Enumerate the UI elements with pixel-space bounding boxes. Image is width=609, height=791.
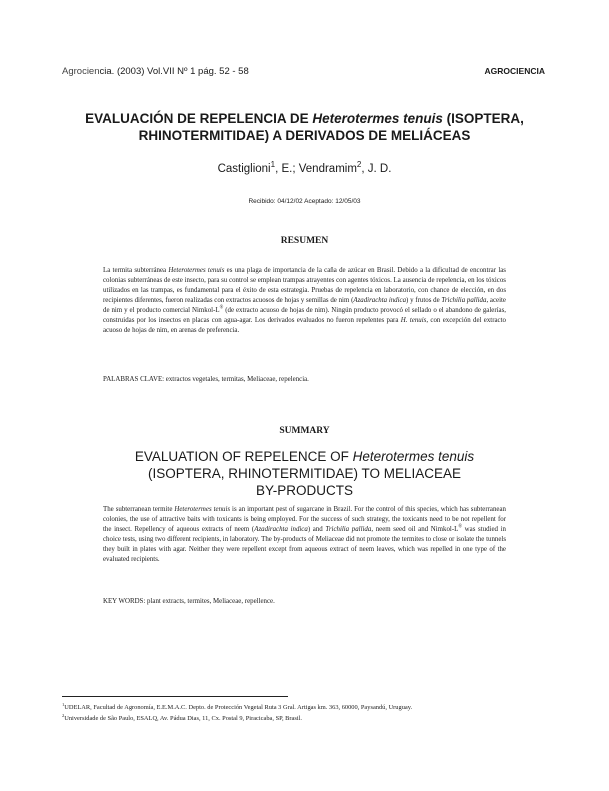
resumen-i2: Azadirachta indica [353,297,407,304]
summary-t5: was studied in choice tests, using two different recipients, in laboratory. The by-products of Meliaceae did not promote the termites to close or isolate the tunnels they built in plates with agar. Neither they were repellent except from aqueous extract of neem leaves, which was repelled in one type of the evaluated recipients. [103,526,506,563]
footnote-1-text: UDELAR, Facultad de Agronomía, E.E.M.A.C. Depto. de Protección Vegetal Ruta 3 Gral. Artigas km. 363, 60000, Paysandú, Uruguay. [64,704,413,711]
footnote-2-text: Universidade de São Paulo, ESALQ, Av. Pádua Dias, 11, Cx. Postal 9, Piracicaba, SP, Brasil. [64,715,303,722]
footnote-1 [62,702,545,713]
title-spanish [40,110,569,144]
palabras-clave: extractos vegetales, termitas, Meliaceae, repelencia. [164,376,309,383]
title-en-line2: (ISOPTERA, RHINOTERMITIDAE) TO MELIACEAE [147,466,462,481]
title-en-part1: EVALUATION OF REPELENCE OF [134,449,353,464]
footnotes [62,702,545,724]
summary-i1: Heterotermes tenuis [174,506,231,513]
title-es-part1: EVALUACIÓN DE REPELENCIA DE [85,111,313,126]
footnote-divider [62,696,288,697]
running-head: AGROCIENCIA [484,66,545,76]
resumen-t1: La termita subterránea [103,267,169,274]
author-sep: , E.; Vendramim [275,163,357,175]
authors [40,160,569,175]
author-1-affil: 1 [270,160,276,170]
resumen-heading: RESUMEN [280,236,329,246]
title-es-part2: (ISOPTERA, [442,111,524,126]
key-words-label: KEY WORDS: [103,598,146,605]
summary-t1: The subterranean termite [103,506,175,513]
author-2-affil: 2 [356,160,362,170]
citation: (2003) Vol.VII Nº 1 pág. 52 - 58 [116,66,249,77]
resumen-t3: ) y frutos de [406,297,442,304]
journal-name-part2: cia. [99,66,115,77]
author-1: Castiglioni [217,163,271,175]
summary-i3: Trichilia pallida [325,526,372,533]
summary-registered: ® [458,524,462,530]
resumen-keywords [103,375,506,385]
resumen-t4: , aceite de nim y el producto comercial Nimkol-L [103,297,506,314]
resumen-t2: es una plaga de importancia de la caña de azúcar en Brasil. Debido a la dificultad de encontrar las colonias subterráneas de este insecto, para su control se emplean trampas atrayentes con agentes tóxicos. La ausencia de repelencia, en los tóxicos utilizados en las trampas, es fundamental para el éxito de esta estrategia. Pruebas de repelencia en laboratorio, con chance de elección, en dos recipientes diferentes, fueron realizadas con extractos acuosos de hojas y semillas de nim ( [103,267,506,304]
footnote-2 [62,713,545,724]
palabras-clave-label: PALABRAS CLAVE: [103,376,165,383]
title-en-taxon: Heterotermes tenuis [352,449,475,464]
title-english [40,448,569,499]
summary-i2: Azadirachta indica [254,526,308,533]
title-es-taxon: Heterotermes tenuis [312,111,443,126]
summary-text [103,505,506,565]
summary-t2: is an important pest of sugarcane in Brazil. For the control of this species, which has subterranean colonies, the use of attractive baits with toxicants is being employed. For the success of such strategy, the toxicants need to be not repellent for the insect. Repellency of aqueous extracts of neem ( [103,506,506,533]
resumen-i3: Trichilia pallida [441,297,487,304]
title-en-line3: BY-PRODUCTS [255,483,354,498]
author-end: , J. D. [361,163,392,175]
resumen-registered: ® [219,305,224,311]
journal-name-part1: Agrocien [62,66,100,77]
resumen-text [103,266,506,336]
summary-keywords [103,597,506,607]
footnote-1-marker: 1 [62,701,65,707]
resumen-i4: H. tenuis [400,317,427,324]
key-words: plant extracts, termites, Meliaceae, repellence. [145,598,275,605]
received-accepted-dates: Recibido: 04/12/02 Aceptado: 12/05/03 [248,198,361,205]
summary-t4: , neem seed oil and Nimkol-L [371,526,459,533]
resumen-t5: (de extracto acuoso de hojas de nim). Ningún producto provocó el sellado o el abandono de galerías, construidas por los insectos en placas con agua-agar. Los derivados evaluados no fueron repelentes para [103,307,506,324]
footnote-2-marker: 2 [62,712,65,718]
summary-heading: SUMMARY [279,426,330,436]
page-header [62,66,545,80]
title-es-line2: RHINOTERMITIDAE) A DERIVADOS DE MELIÁCEAS [138,128,471,143]
summary-t3: ) and [307,526,326,533]
citation-line [62,66,249,77]
resumen-i1: Heterotermes tenuis [168,267,225,274]
resumen-t6: , con excepción del extracto acuoso de hojas de nim, en arenas de preferencia. [103,317,506,334]
